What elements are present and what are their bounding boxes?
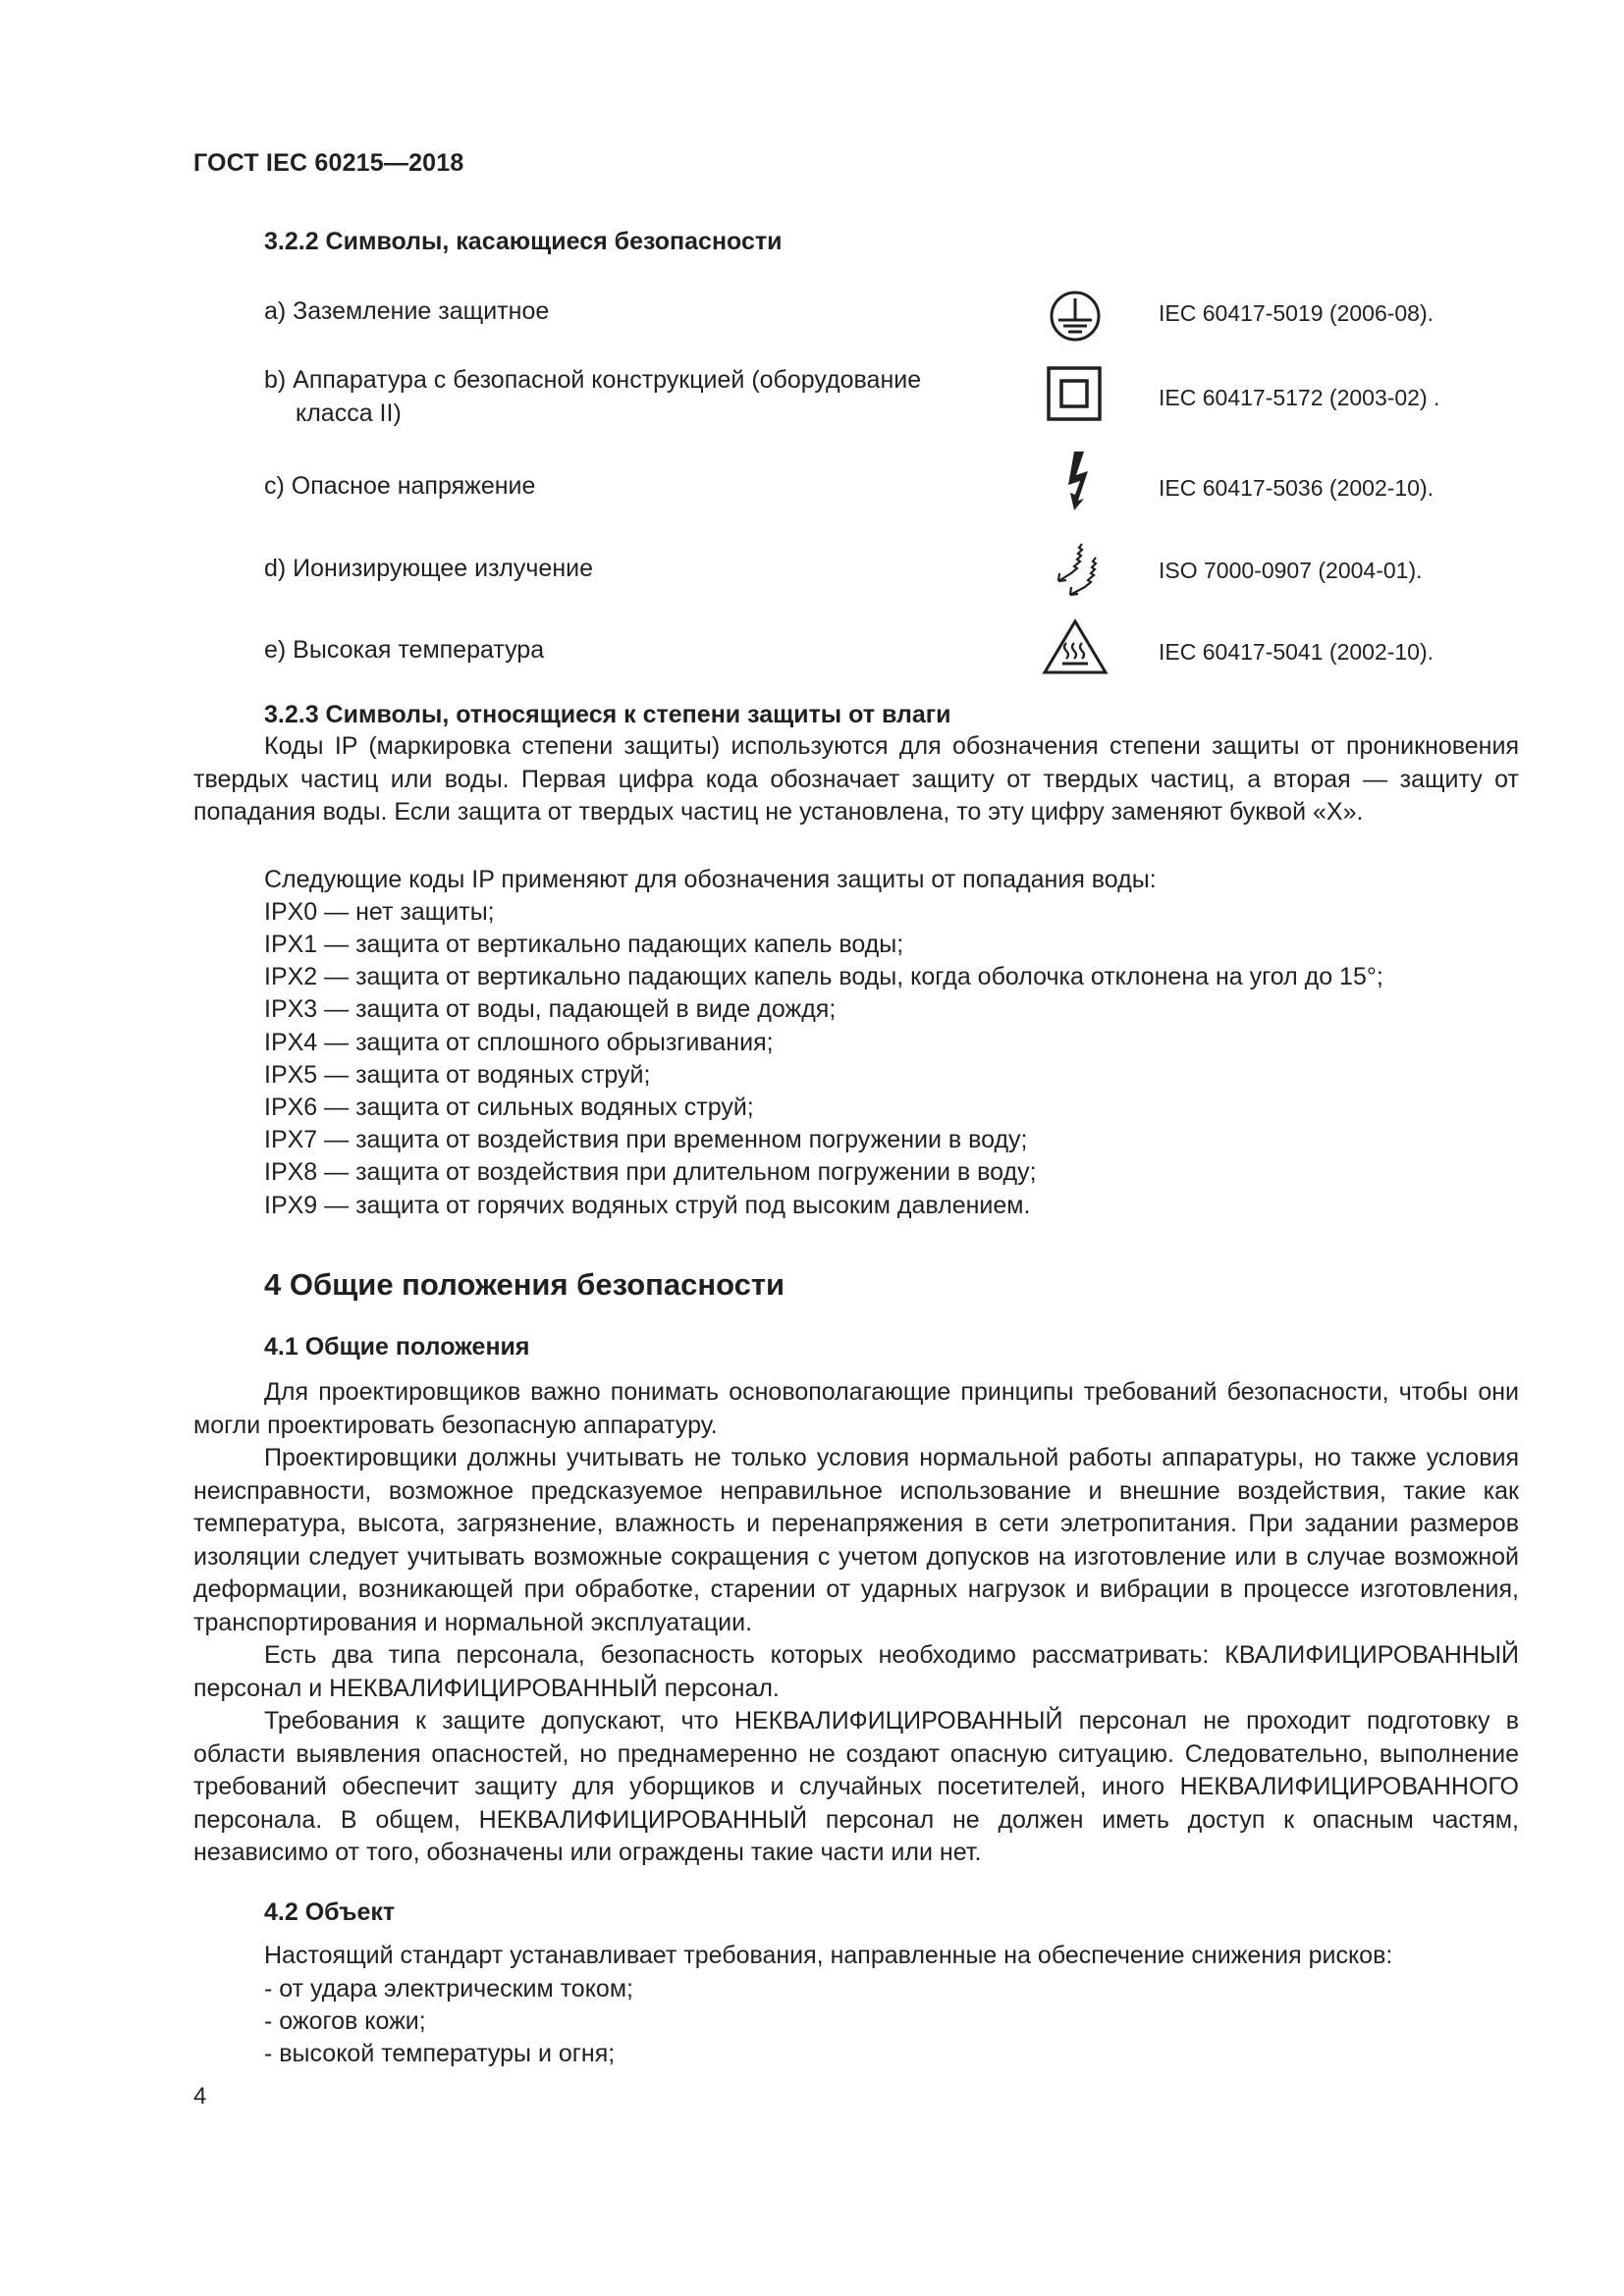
ip-codes-intro-paragraph — [193, 730, 1519, 829]
paragraph-text: Проектировщики должны учитывать не только условия нормальной работы аппаратуры, но также условия неисправности, возможное предсказуемое неправильное использование и внешние воздействия, такие как температура, высота, загрязнение, влажность и перенапряжения в сети элетропитания. При задании размеров изоляции следует учитывать возможные сокращения с учетом допусков на изготовление или в случае возможной деформации, возникающей при обработке, старении от ударных нагрузок и вибрации в процессе изготовления, транспортирования и нормальной эксплуатации. — [193, 1444, 1519, 1636]
section-4-2-intro: Настоящий стандарт устанавливает требования, направленные на обеспечение снижения рисков: — [264, 1942, 1393, 1969]
dangerous-voltage-icon — [1062, 450, 1131, 518]
paragraph-text: Требования к защите допускают, что НЕКВАЛИФИЦИРОВАННЫЙ персонал не проходит подготовку в области выявления опасностей, но преднамеренно не создают опасную ситуацию. Следовательно, выполнение требований обеспечит защиту для уборщиков и случайных посетителей, иного НЕКВАЛИФИЦИРОВАННОГО персонала. В общем, НЕКВАЛИФИЦИРОВАННЫЙ персонал не должен иметь доступ к опасным частям, независимо от того, обозначены или ограждены такие части или нет. — [193, 1707, 1519, 1866]
ip-code-item: IPX6 — защита от сильных водяных струй; — [264, 1094, 754, 1121]
symbol-label: e) Высокая температура — [264, 636, 545, 664]
symbol-label-line1: b) Аппаратура с безопасной конструкцией (оборудование — [264, 366, 922, 394]
ip-code-item: IPX4 — защита от сплошного обрызгивания; — [264, 1029, 774, 1056]
symbol-label: a) Заземление защитное — [264, 297, 550, 325]
ionizing-radiation-icon — [1049, 538, 1117, 607]
paragraph — [193, 1639, 1519, 1705]
ip-code-item: IPX0 — нет защиты; — [264, 898, 495, 926]
symbol-reference: IEC 60417-5172 (2003-02) . — [1159, 385, 1440, 410]
ip-code-item: IPX8 — защита от воздействия при длительном погружении в воду; — [264, 1158, 1037, 1186]
section-4-title: 4 Общие положения безопасности — [264, 1267, 785, 1302]
risk-item: - от удара электрическим током; — [264, 1975, 633, 2002]
paragraph — [193, 1376, 1519, 1442]
document-code-header: ГОСТ IEC 60215—2018 — [193, 149, 464, 177]
class-ii-equipment-icon — [1046, 365, 1114, 434]
symbol-label: d) Ионизирующее излучение — [264, 555, 593, 582]
ip-code-item: IPX3 — защита от воды, падающей в виде дождя; — [264, 995, 837, 1023]
paragraph-text: Коды IP (маркировка степени защиты) используются для обозначения степени защиты от проникновения твердых частиц или воды. Первая цифра кода обозначает защиту от твердых частиц, а вторая — защиту от попадания воды. Если защита от твердых частиц не установлена, то эту цифру заменяют буквой «X». — [193, 732, 1519, 826]
risk-item: - ожогов кожи; — [264, 2007, 426, 2035]
ip-code-item: IPX2 — защита от вертикально падающих капель воды, когда оболочка отклонена на угол до 15°; — [264, 963, 1383, 990]
risk-item: - высокой температуры и огня; — [264, 2040, 616, 2067]
symbol-reference: ISO 7000-0907 (2004-01). — [1159, 558, 1423, 583]
page-number: 4 — [193, 2083, 207, 2109]
symbol-label — [264, 363, 921, 430]
section-3-2-2-title: 3.2.2 Символы, касающиеся безопасности — [264, 228, 783, 255]
symbol-reference: IEC 60417-5019 (2006-08). — [1159, 300, 1435, 326]
section-4-1-title: 4.1 Общие положения — [264, 1333, 530, 1361]
paragraph — [193, 1442, 1519, 1639]
paragraph — [193, 1705, 1519, 1870]
symbol-label: c) Опасное напряжение — [264, 472, 536, 500]
ip-code-item: IPX9 — защита от горячих водяных струй под высоким давлением. — [264, 1192, 1031, 1219]
symbol-reference: IEC 60417-5041 (2002-10). — [1159, 639, 1435, 665]
ip-codes-list-intro: Следующие коды IP применяют для обозначения защиты от попадания воды: — [264, 866, 1157, 893]
ip-code-item: IPX1 — защита от вертикально падающих капель воды; — [264, 931, 904, 958]
symbol-label-line2: класса II) — [296, 400, 402, 427]
ip-code-item: IPX7 — защита от воздействия при временном погружении в воду; — [264, 1126, 1028, 1153]
protective-earth-icon — [1046, 287, 1114, 355]
section-3-2-3-title: 3.2.3 Символы, относящиеся к степени защиты от влаги — [264, 701, 951, 728]
ip-code-item: IPX5 — защита от водяных струй; — [264, 1061, 651, 1089]
paragraph-text: Есть два типа персонала, безопасность которых необходимо рассматривать: КВАЛИФИЦИРОВАННЫЙ персонал и НЕКВАЛИФИЦИРОВАННЫЙ персонал. — [193, 1641, 1519, 1702]
hot-surface-icon — [1041, 617, 1110, 686]
section-4-2-title: 4.2 Объект — [264, 1898, 396, 1926]
symbol-reference: IEC 60417-5036 (2002-10). — [1159, 475, 1435, 501]
paragraph-text: Для проектировщиков важно понимать основополагающие принципы требований безопасности, чтобы они могли проектировать безопасную аппаратуру. — [193, 1378, 1519, 1439]
